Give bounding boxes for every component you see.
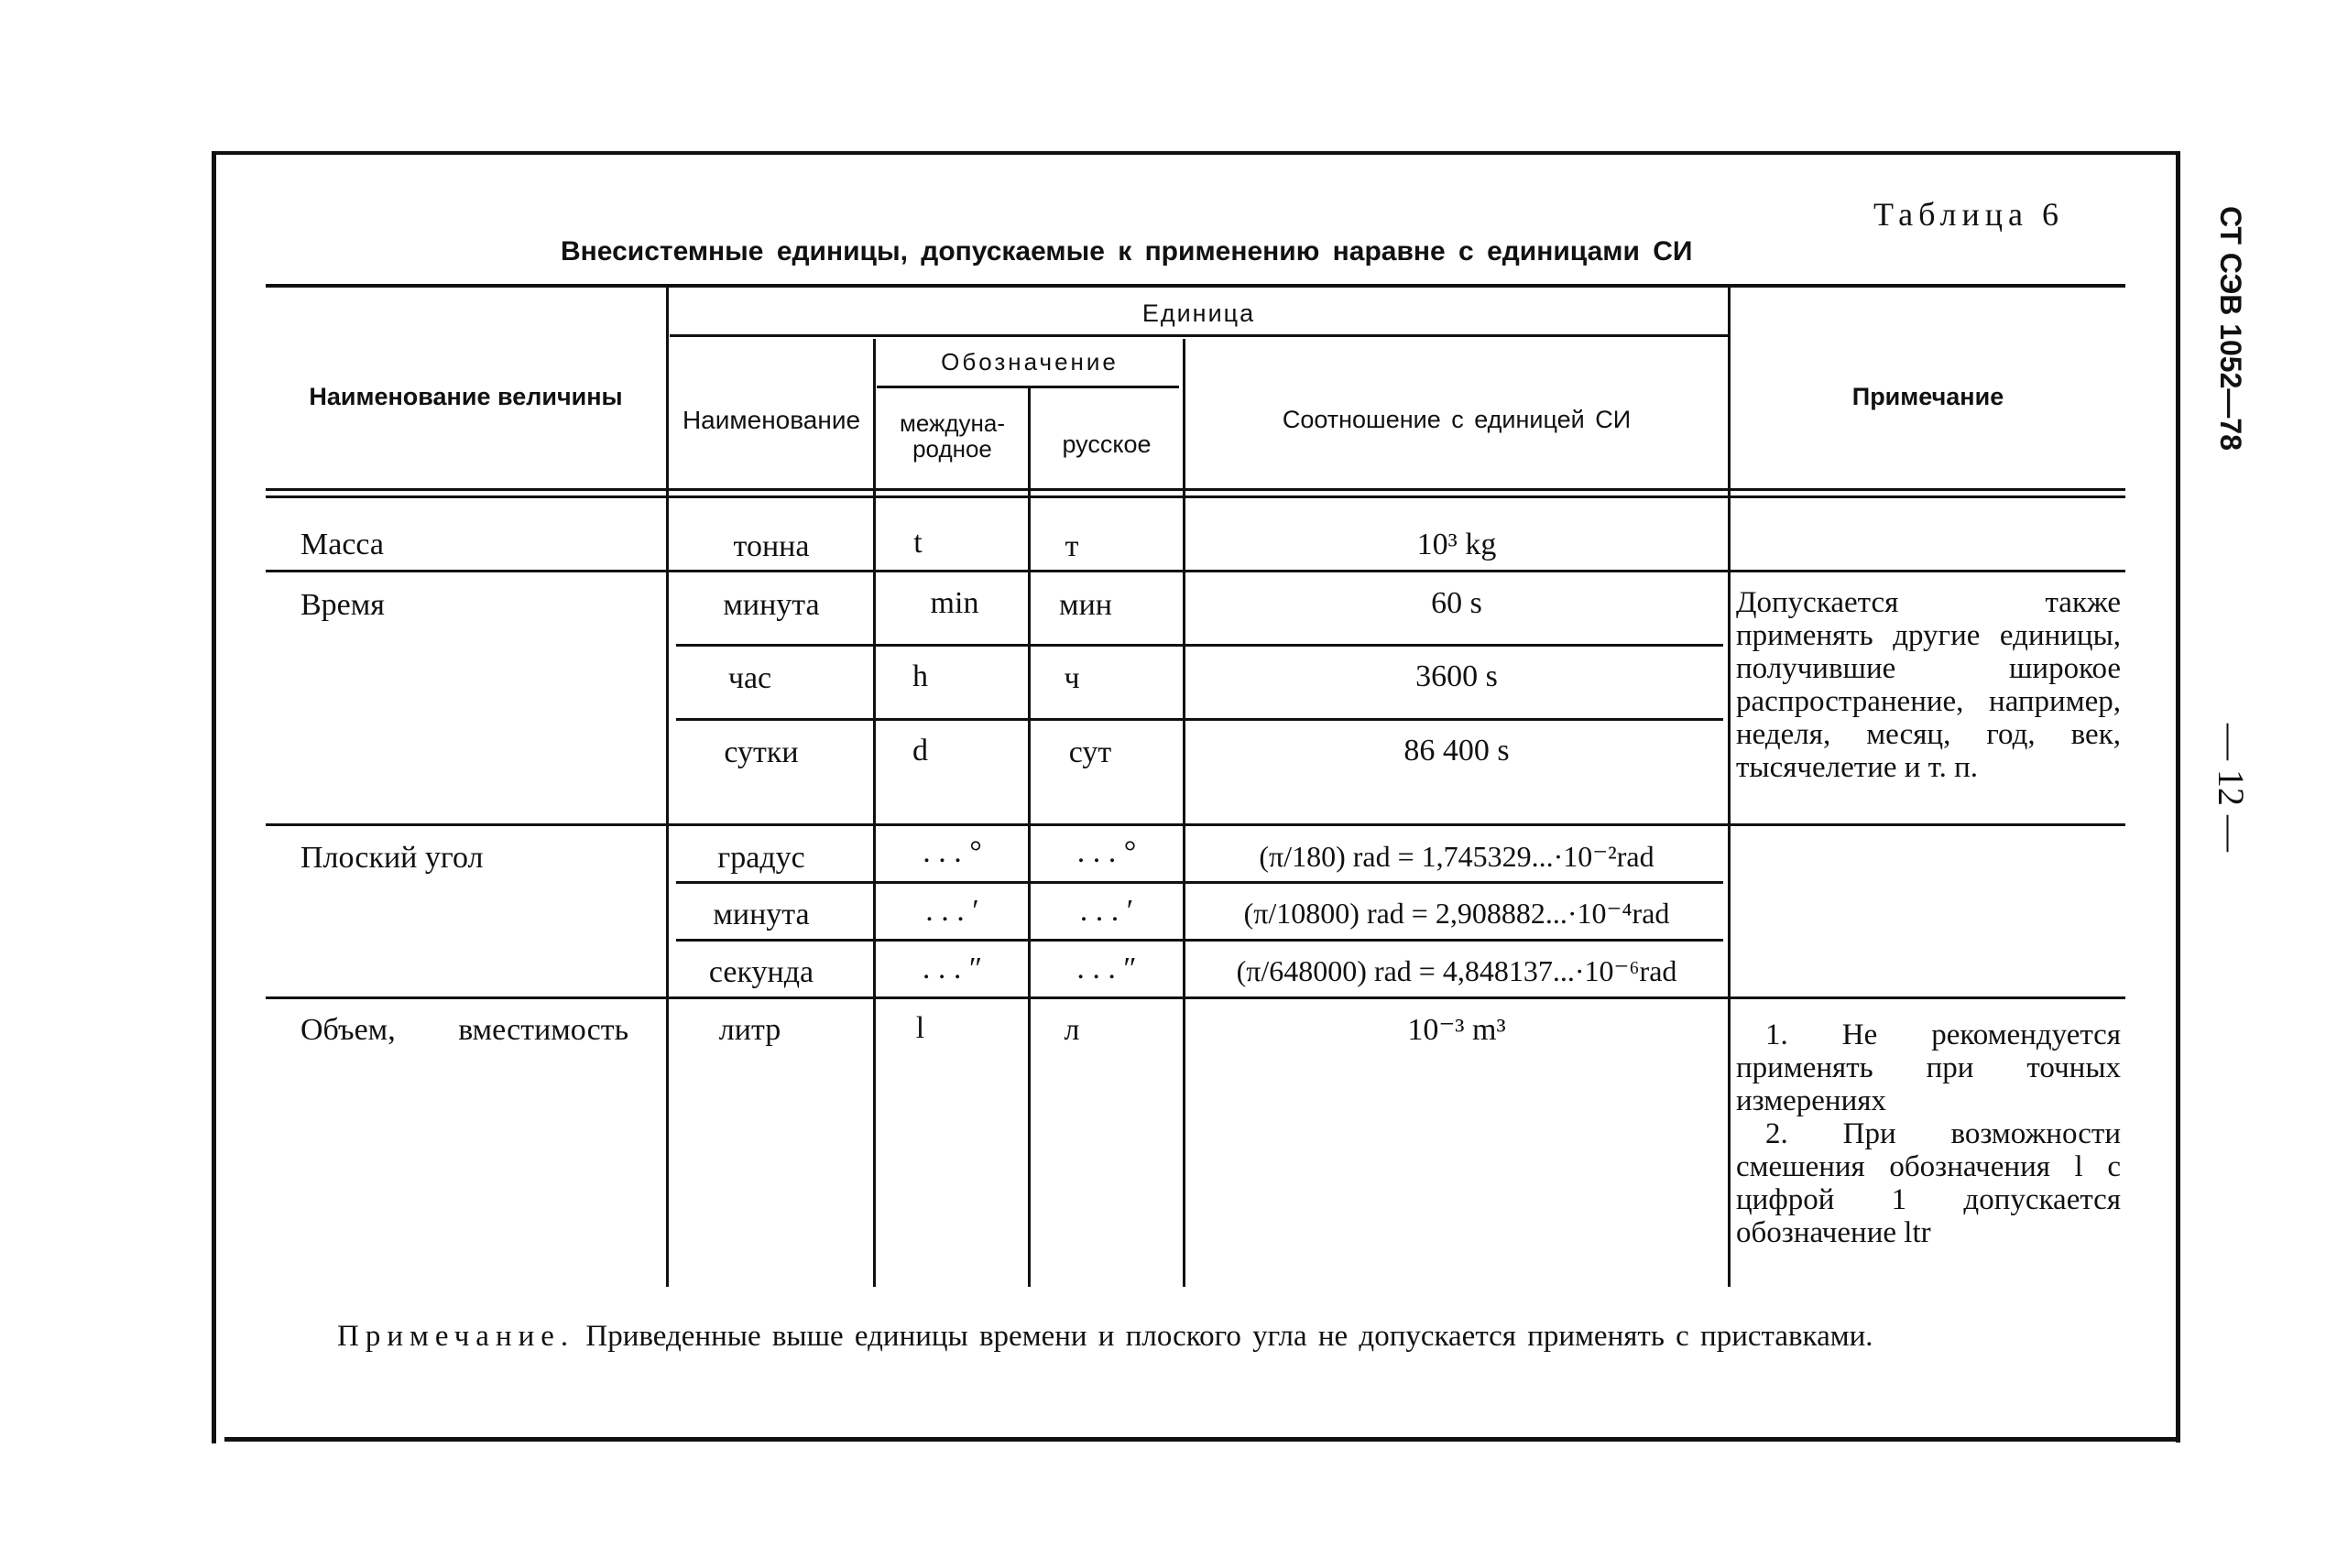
quantity-time: Время: [300, 588, 385, 622]
unit-rus: т: [1065, 529, 1079, 563]
header-quantity-name: Наименование величины: [309, 383, 623, 410]
unit-intl: h: [912, 659, 928, 693]
row-rule-degree: [676, 881, 1723, 884]
header-top-rule: [266, 284, 2125, 288]
header-note: Примечание: [1851, 383, 2004, 410]
unit-rus: л: [1064, 1013, 1080, 1047]
unit-name: сутки: [724, 735, 799, 769]
unit-intl: t: [913, 526, 923, 560]
col-divider-4: [1183, 339, 1185, 1287]
unit-si-relation: 60 s: [1431, 586, 1482, 620]
unit-intl: l: [915, 1011, 925, 1045]
unit-rus: ч: [1064, 661, 1080, 695]
frame-right-border: [2176, 151, 2180, 1443]
row-rule-minute: [676, 644, 1723, 647]
header-si-relation: Соотношение с единицей СИ: [1282, 406, 1632, 433]
footnote-text: Приведенные выше единицы времени и плоского угла не допускается применять с приставками.: [585, 1320, 1873, 1353]
unit-si-relation: 3600 s: [1415, 659, 1498, 693]
row-rule-angle: [266, 996, 2125, 999]
unit-rus: сут: [1068, 735, 1112, 769]
row-rule-mass: [266, 570, 2125, 572]
unit-name: минута: [713, 898, 810, 931]
unit-name: секунда: [708, 955, 814, 989]
header-designation: Обозначение: [941, 348, 1119, 376]
unit-name: тонна: [733, 529, 810, 563]
col-divider-5: [1728, 287, 1731, 1287]
standard-code: СТ СЭВ 1052—78: [2214, 206, 2247, 451]
unit-intl: d: [912, 734, 928, 768]
unit-si-relation: 10³ kg: [1416, 528, 1497, 561]
quantity-volume: Объем, вместимость: [300, 1013, 629, 1047]
footnote: [266, 1319, 2127, 1354]
unit-intl: . . . ′: [925, 894, 979, 928]
unit-si-relation: 10⁻³ m³: [1407, 1013, 1506, 1047]
col-divider-1: [666, 287, 669, 1287]
row-rule-hour: [676, 718, 1723, 721]
header-bottom-rule-2: [266, 495, 2125, 498]
unit-si-relation: 86 400 s: [1403, 734, 1510, 768]
table-title: Внесистемные единицы, допускаемые к применению наравне с единицами СИ: [561, 236, 1693, 267]
frame-bottom-border: [224, 1437, 2180, 1442]
unit-name: час: [727, 661, 772, 695]
footnote-label: Примечание.: [337, 1320, 575, 1353]
quantity-plane-angle: Плоский угол: [300, 841, 484, 875]
frame-top-border: [212, 151, 2180, 155]
row-rule-time: [266, 823, 2125, 826]
unit-intl: . . . °: [923, 835, 982, 869]
table-number: Таблица 6: [1873, 196, 2064, 233]
frame-left-border: [212, 154, 216, 1443]
header-bottom-rule-1: [266, 488, 2125, 491]
page-number: — 12 —: [2211, 724, 2252, 852]
note-time: Допускается также применять другие единицы, получившие широкое распространение, например, неделя, месяц, год, век, тысячелетие и т. п.: [1736, 586, 2121, 784]
note-volume-2: 2. При возможности смешения обозначения l с цифрой 1 допускается обозначение ltr: [1736, 1117, 2121, 1249]
header-unit: Единица: [1141, 299, 1256, 327]
unit-si-relation: (π/648000) rad = 4,848137...·10⁻⁶rad: [1236, 954, 1677, 987]
unit-rus: мин: [1059, 588, 1112, 622]
unit-intl: min: [930, 586, 979, 620]
unit-rus: . . . ″: [1076, 952, 1137, 985]
unit-rus: . . . ′: [1079, 894, 1134, 928]
col-divider-2: [873, 339, 876, 1287]
header-international: междуна- родное: [899, 409, 1006, 463]
quantity-mass: Масса: [300, 528, 385, 561]
unit-name: минута: [723, 588, 820, 622]
unit-si-relation: (π/10800) rad = 2,908882...·10⁻⁴rad: [1243, 897, 1670, 930]
unit-intl: . . . ″: [922, 952, 983, 985]
unit-header-rule: [670, 334, 1728, 337]
row-rule-arcmin: [676, 939, 1723, 942]
unit-name: градус: [717, 841, 805, 875]
header-russian: русское: [1062, 430, 1152, 458]
header-unit-name: Наименование: [682, 406, 861, 434]
unit-rus: . . . °: [1076, 835, 1137, 869]
unit-si-relation: (π/180) rad = 1,745329...·10⁻²rad: [1259, 840, 1654, 873]
note-volume-1: 1. Не рекомендуется применять при точных измерениях: [1736, 1018, 2121, 1117]
unit-name: литр: [718, 1013, 781, 1047]
